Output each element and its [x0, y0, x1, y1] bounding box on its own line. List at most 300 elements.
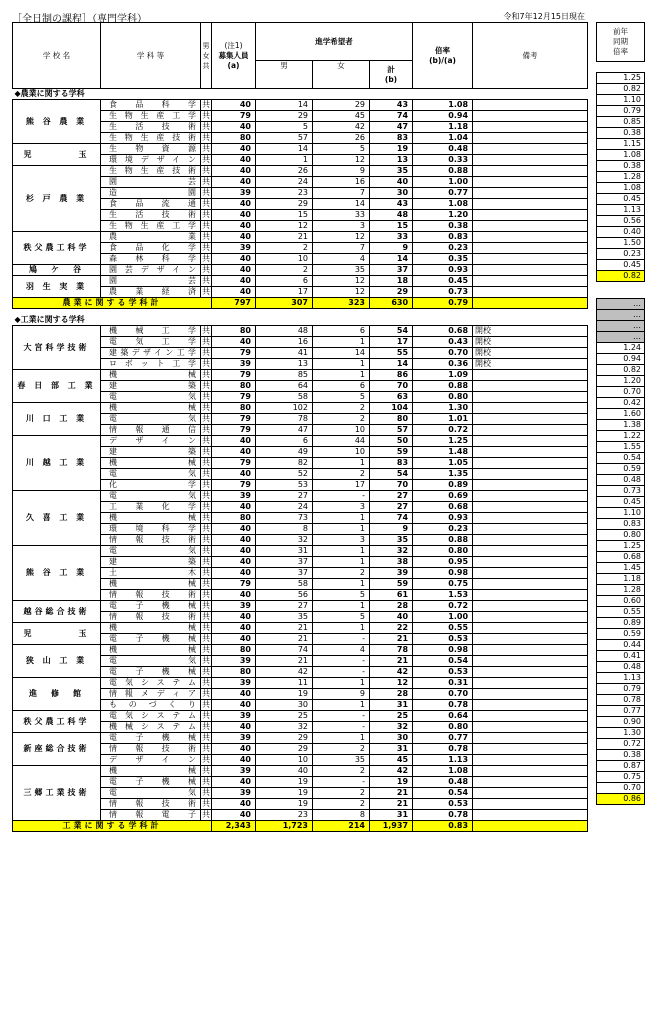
gender-cell: 共 — [202, 100, 210, 109]
gender-cell: 共 — [202, 436, 210, 445]
total-recruit: 2,343 — [212, 821, 256, 832]
female-count: 12 — [313, 276, 370, 287]
prev-ratio: 0.72 — [597, 739, 645, 750]
school-name: 三郷工業技術 — [13, 766, 101, 821]
prev-row — [597, 332, 645, 343]
prev-total-row — [597, 794, 645, 805]
male-count: 29 — [256, 733, 313, 744]
remarks-cell — [473, 265, 588, 276]
total-count: 32 — [370, 546, 413, 557]
female-count: 1 — [313, 623, 370, 634]
prev-row — [597, 106, 645, 117]
remarks-cell — [473, 777, 588, 788]
gender-cell: 共 — [202, 337, 210, 346]
table-row — [13, 678, 588, 689]
dept-name: 電子機械 — [101, 777, 201, 788]
remarks-cell — [473, 469, 588, 480]
total-count: 48 — [370, 210, 413, 221]
female-count: 6 — [313, 381, 370, 392]
ratio-value: 0.93 — [413, 513, 473, 524]
table-row — [13, 370, 588, 381]
gender-cell: 共 — [202, 623, 210, 632]
prev-ratio: 0.77 — [597, 706, 645, 717]
ratio-value: 1.09 — [413, 370, 473, 381]
total-count: 28 — [370, 601, 413, 612]
female-count: - — [313, 656, 370, 667]
total-count: 38 — [370, 557, 413, 568]
prev-row — [597, 73, 645, 84]
female-count: 5 — [313, 144, 370, 155]
total-applicants: 630 — [370, 298, 413, 309]
male-count: 1 — [256, 155, 313, 166]
dept-name: 機械 — [101, 645, 201, 656]
female-count: - — [313, 491, 370, 502]
recruit-count: 40 — [212, 744, 256, 755]
remarks-cell — [473, 546, 588, 557]
prev-row — [597, 117, 645, 128]
prev-row — [597, 183, 645, 194]
gender-cell: 共 — [202, 744, 210, 753]
dept-name: 情報技術 — [101, 535, 201, 546]
header-applicants: 進学希望者 — [256, 23, 413, 61]
dept-name: 生物生産技術 — [101, 133, 201, 144]
dept-name: 電気 — [101, 546, 201, 557]
total-ratio: 0.83 — [413, 821, 473, 832]
male-count: 31 — [256, 546, 313, 557]
female-count: 1 — [313, 557, 370, 568]
prev-ratio: 0.80 — [597, 530, 645, 541]
gender-cell: 共 — [202, 788, 210, 797]
ratio-value: 0.78 — [413, 810, 473, 821]
female-count: 1 — [313, 513, 370, 524]
gender-cell: 共 — [202, 711, 210, 720]
male-count: 27 — [256, 491, 313, 502]
dept-name: デザイン — [101, 755, 201, 766]
gender-cell: 共 — [202, 634, 210, 643]
ratio-value: 0.80 — [413, 722, 473, 733]
dept-name: 電子機械 — [101, 634, 201, 645]
male-count: 17 — [256, 287, 313, 298]
recruit-count: 80 — [212, 645, 256, 656]
prev-row — [597, 310, 645, 321]
total-count: 12 — [370, 678, 413, 689]
remarks-cell — [473, 436, 588, 447]
gender-cell: 共 — [202, 535, 210, 544]
male-count: 74 — [256, 645, 313, 656]
prev-row — [597, 227, 645, 238]
header-remarks: 備考 — [473, 23, 588, 89]
dept-name: 機械システム — [101, 722, 201, 733]
dept-name: 情報メディア — [101, 689, 201, 700]
table-row — [13, 232, 588, 243]
prev-row — [597, 216, 645, 227]
section-total-label: 農業に関する学科計 — [13, 298, 212, 309]
gender-cell: 共 — [202, 210, 210, 219]
prev-ratio: 1.45 — [597, 563, 645, 574]
section-spacer-cell — [597, 288, 645, 299]
ratio-value: 1.20 — [413, 210, 473, 221]
male-count: 64 — [256, 381, 313, 392]
school-name: 杉 戸 農 業 — [13, 166, 101, 232]
prev-row — [597, 739, 645, 750]
prev-ratio: 0.87 — [597, 761, 645, 772]
header-female: 女 — [313, 61, 370, 89]
prev-ratio: 1.08 — [597, 150, 645, 161]
dept-name: 建築デザイン工学 — [101, 348, 201, 359]
prev-row — [597, 475, 645, 486]
remarks-cell — [473, 810, 588, 821]
remarks-cell — [473, 579, 588, 590]
female-count: 1 — [313, 524, 370, 535]
female-count: 1 — [313, 579, 370, 590]
remarks-cell — [473, 144, 588, 155]
dept-name: 電気 — [101, 656, 201, 667]
prev-row — [597, 596, 645, 607]
dept-name: 生物資源 — [101, 144, 201, 155]
dept-name: 情報電子 — [101, 810, 201, 821]
total-count: 47 — [370, 122, 413, 133]
remarks-cell — [473, 535, 588, 546]
dept-name: ものづくり — [101, 700, 201, 711]
female-count: 4 — [313, 645, 370, 656]
prev-ratio: 0.45 — [597, 194, 645, 205]
total-count: 32 — [370, 722, 413, 733]
prev-row — [597, 574, 645, 585]
remarks-cell — [473, 166, 588, 177]
remarks-cell — [473, 491, 588, 502]
total-count: 50 — [370, 436, 413, 447]
prev-row — [597, 161, 645, 172]
recruit-count: 79 — [212, 370, 256, 381]
school-name: 熊 谷 農 業 — [13, 100, 101, 144]
recruit-count: 40 — [212, 799, 256, 810]
prev-ratio: 1.22 — [597, 431, 645, 442]
male-count: 29 — [256, 111, 313, 122]
prev-row — [597, 761, 645, 772]
table-row — [13, 265, 588, 276]
gender-cell: 共 — [202, 480, 210, 489]
ratio-value: 0.89 — [413, 480, 473, 491]
total-count: 54 — [370, 469, 413, 480]
prev-row — [597, 260, 645, 271]
female-count: 1 — [313, 546, 370, 557]
total-count: 35 — [370, 535, 413, 546]
recruit-count: 40 — [212, 177, 256, 188]
male-count: 57 — [256, 133, 313, 144]
dept-name: 建築 — [101, 447, 201, 458]
gender-cell: 共 — [202, 601, 210, 610]
ratio-value: 1.08 — [413, 199, 473, 210]
remarks-cell — [473, 502, 588, 513]
prev-ratio: 0.59 — [597, 629, 645, 640]
dept-name: 生物生産工学 — [101, 221, 201, 232]
gender-cell: 共 — [202, 546, 210, 555]
remarks-cell — [473, 733, 588, 744]
ratio-value: 1.53 — [413, 590, 473, 601]
recruit-count: 39 — [212, 766, 256, 777]
dept-name: 情報通信 — [101, 425, 201, 436]
gender-cell: 共 — [202, 287, 210, 296]
header-gender: 男 女 共 — [201, 23, 212, 89]
remarks-cell — [473, 199, 588, 210]
ratio-value: 1.18 — [413, 122, 473, 133]
total-count: 14 — [370, 254, 413, 265]
female-count: 1 — [313, 678, 370, 689]
recruit-count: 39 — [212, 711, 256, 722]
female-count: 45 — [313, 111, 370, 122]
prev-row — [597, 194, 645, 205]
table-row — [13, 144, 588, 155]
prev-row — [597, 321, 645, 332]
recruit-count: 40 — [212, 276, 256, 287]
dept-name: ロボット工学 — [101, 359, 201, 370]
ratio-value: 1.00 — [413, 612, 473, 623]
prev-ratio: 1.24 — [597, 343, 645, 354]
female-count: 2 — [313, 469, 370, 480]
ratio-value: 0.80 — [413, 392, 473, 403]
female-count: 14 — [313, 348, 370, 359]
male-count: 14 — [256, 144, 313, 155]
prev-ratio: 0.79 — [597, 106, 645, 117]
ratio-value: 0.78 — [413, 744, 473, 755]
ratio-value: 0.33 — [413, 155, 473, 166]
recruit-count: 40 — [212, 634, 256, 645]
prev-row — [597, 150, 645, 161]
dept-name: 電子機械 — [101, 733, 201, 744]
table-row — [13, 546, 588, 557]
ratio-value: 0.31 — [413, 678, 473, 689]
male-count: 21 — [256, 623, 313, 634]
table-row — [13, 623, 588, 634]
dept-name: 生活技術 — [101, 210, 201, 221]
male-count: 37 — [256, 568, 313, 579]
section-total-row — [13, 298, 588, 309]
male-count: 58 — [256, 392, 313, 403]
male-count: 37 — [256, 557, 313, 568]
recruit-count: 39 — [212, 678, 256, 689]
recruit-count: 40 — [212, 612, 256, 623]
dept-name: デザイン — [101, 436, 201, 447]
gender-cell: 共 — [202, 667, 210, 676]
recruit-count: 39 — [212, 733, 256, 744]
prev-ratio: 1.28 — [597, 585, 645, 596]
male-count: 6 — [256, 276, 313, 287]
prev-ratio: 0.45 — [597, 497, 645, 508]
prev-ratio: 0.75 — [597, 772, 645, 783]
prev-ratio: 0.55 — [597, 607, 645, 618]
gender-cell: 共 — [202, 392, 210, 401]
male-count: 82 — [256, 458, 313, 469]
male-count: 27 — [256, 601, 313, 612]
total-count: 40 — [370, 177, 413, 188]
recruit-count: 79 — [212, 579, 256, 590]
ratio-value: 0.72 — [413, 601, 473, 612]
dept-name: 土木 — [101, 568, 201, 579]
gender-cell: 共 — [202, 243, 210, 252]
prev-ratio: 0.56 — [597, 216, 645, 227]
recruit-count: 79 — [212, 348, 256, 359]
prev-row — [597, 299, 645, 310]
school-name: 大宮科学技術 — [13, 326, 101, 370]
remarks-cell — [473, 155, 588, 166]
section-spacer — [597, 62, 645, 73]
prev-row — [597, 530, 645, 541]
male-count: 32 — [256, 535, 313, 546]
female-count: 2 — [313, 414, 370, 425]
section-heading: ◆工業に関する学科 — [13, 315, 588, 326]
dept-name: 電気 — [101, 392, 201, 403]
total-count: 80 — [370, 414, 413, 425]
ratio-value: 0.94 — [413, 111, 473, 122]
total-count: 43 — [370, 199, 413, 210]
prev-year-table — [596, 22, 645, 805]
female-count: 29 — [313, 100, 370, 111]
prev-ratio: 0.38 — [597, 161, 645, 172]
table-row — [13, 601, 588, 612]
recruit-count: 40 — [212, 546, 256, 557]
female-count: 3 — [313, 502, 370, 513]
table-row — [13, 276, 588, 287]
male-count: 58 — [256, 579, 313, 590]
ratio-value: 0.75 — [413, 579, 473, 590]
recruit-count: 40 — [212, 557, 256, 568]
male-count: 23 — [256, 188, 313, 199]
dept-name: 建築 — [101, 557, 201, 568]
total-count: 35 — [370, 166, 413, 177]
gender-cell: 共 — [202, 166, 210, 175]
recruit-count: 40 — [212, 755, 256, 766]
female-count: 1 — [313, 359, 370, 370]
male-count: 21 — [256, 656, 313, 667]
table-row — [13, 766, 588, 777]
dept-name: 情報技術 — [101, 744, 201, 755]
prev-total-ratio: 0.82 — [597, 271, 645, 282]
prev-ratio: 1.38 — [597, 420, 645, 431]
ratio-value: 0.78 — [413, 700, 473, 711]
female-count: - — [313, 711, 370, 722]
gender-cell: 共 — [202, 381, 210, 390]
total-count: 59 — [370, 447, 413, 458]
gender-cell: 共 — [202, 656, 210, 665]
male-count: 29 — [256, 199, 313, 210]
gender-cell: 共 — [202, 766, 210, 775]
remarks-cell — [473, 221, 588, 232]
male-count: 16 — [256, 337, 313, 348]
prev-row — [597, 585, 645, 596]
prev-ratio: 1.18 — [597, 574, 645, 585]
recruit-count: 40 — [212, 122, 256, 133]
total-count: 21 — [370, 634, 413, 645]
dept-name: 機械 — [101, 458, 201, 469]
header-prev: 前年 同期 倍率 — [597, 23, 645, 62]
total-ratio: 0.79 — [413, 298, 473, 309]
gender-cell: 共 — [202, 810, 210, 819]
prev-ratio: 0.38 — [597, 750, 645, 761]
ratio-value: 0.72 — [413, 425, 473, 436]
female-count: 1 — [313, 370, 370, 381]
prev-row — [597, 772, 645, 783]
recruit-count: 40 — [212, 155, 256, 166]
female-count: 2 — [313, 799, 370, 810]
total-count: 21 — [370, 656, 413, 667]
remarks-cell — [473, 210, 588, 221]
female-count: - — [313, 722, 370, 733]
table-row — [13, 166, 588, 177]
female-count: 26 — [313, 133, 370, 144]
recruit-count: 40 — [212, 469, 256, 480]
total-count: 86 — [370, 370, 413, 381]
male-count: 42 — [256, 667, 313, 678]
dept-name: 電気システム — [101, 678, 201, 689]
male-count: 19 — [256, 777, 313, 788]
gender-cell: 共 — [202, 524, 210, 533]
male-count: 41 — [256, 348, 313, 359]
total-count: 63 — [370, 392, 413, 403]
prev-ratio: 0.48 — [597, 475, 645, 486]
male-count: 10 — [256, 254, 313, 265]
total-count: 13 — [370, 155, 413, 166]
total-count: 31 — [370, 744, 413, 755]
prev-ratio: 1.15 — [597, 139, 645, 150]
prev-ratio: 0.73 — [597, 486, 645, 497]
male-count: 102 — [256, 403, 313, 414]
total-count: 21 — [370, 788, 413, 799]
recruit-count: 79 — [212, 425, 256, 436]
female-count: 44 — [313, 436, 370, 447]
school-name: 児 玉 — [13, 144, 101, 166]
prev-ratio: 0.42 — [597, 398, 645, 409]
female-count: 12 — [313, 232, 370, 243]
gender-cell: 共 — [202, 755, 210, 764]
remarks-cell — [473, 254, 588, 265]
recruit-count: 79 — [212, 414, 256, 425]
prev-row — [597, 750, 645, 761]
male-count: 13 — [256, 359, 313, 370]
prev-ratio: 0.44 — [597, 640, 645, 651]
ratio-value: 1.25 — [413, 436, 473, 447]
female-count: 1 — [313, 733, 370, 744]
section-total-row — [13, 821, 588, 832]
dept-name: 機械 — [101, 766, 201, 777]
remarks-cell — [473, 403, 588, 414]
dept-name: 食品科学 — [101, 100, 201, 111]
female-count: 16 — [313, 177, 370, 188]
dept-name: 建築 — [101, 381, 201, 392]
dept-name: 電気 — [101, 491, 201, 502]
male-count: 29 — [256, 744, 313, 755]
total-count: 14 — [370, 359, 413, 370]
prev-row — [597, 205, 645, 216]
remarks-cell — [473, 447, 588, 458]
recruit-count: 40 — [212, 447, 256, 458]
recruit-count: 79 — [212, 392, 256, 403]
total-applicants: 1,937 — [370, 821, 413, 832]
prev-total-ratio: 0.86 — [597, 794, 645, 805]
total-count: 57 — [370, 425, 413, 436]
remarks-cell — [473, 100, 588, 111]
gender-cell: 共 — [202, 221, 210, 230]
male-count: 24 — [256, 177, 313, 188]
female-count: 12 — [313, 287, 370, 298]
gender-cell: 共 — [202, 122, 210, 131]
prev-ratio: 0.94 — [597, 354, 645, 365]
dept-name: 園芸デザイン — [101, 265, 201, 276]
dept-name: 情報技術 — [101, 612, 201, 623]
prev-row — [597, 442, 645, 453]
male-count: 10 — [256, 755, 313, 766]
school-name: 春 日 部 工 業 — [13, 370, 101, 403]
recruit-count: 40 — [212, 144, 256, 155]
